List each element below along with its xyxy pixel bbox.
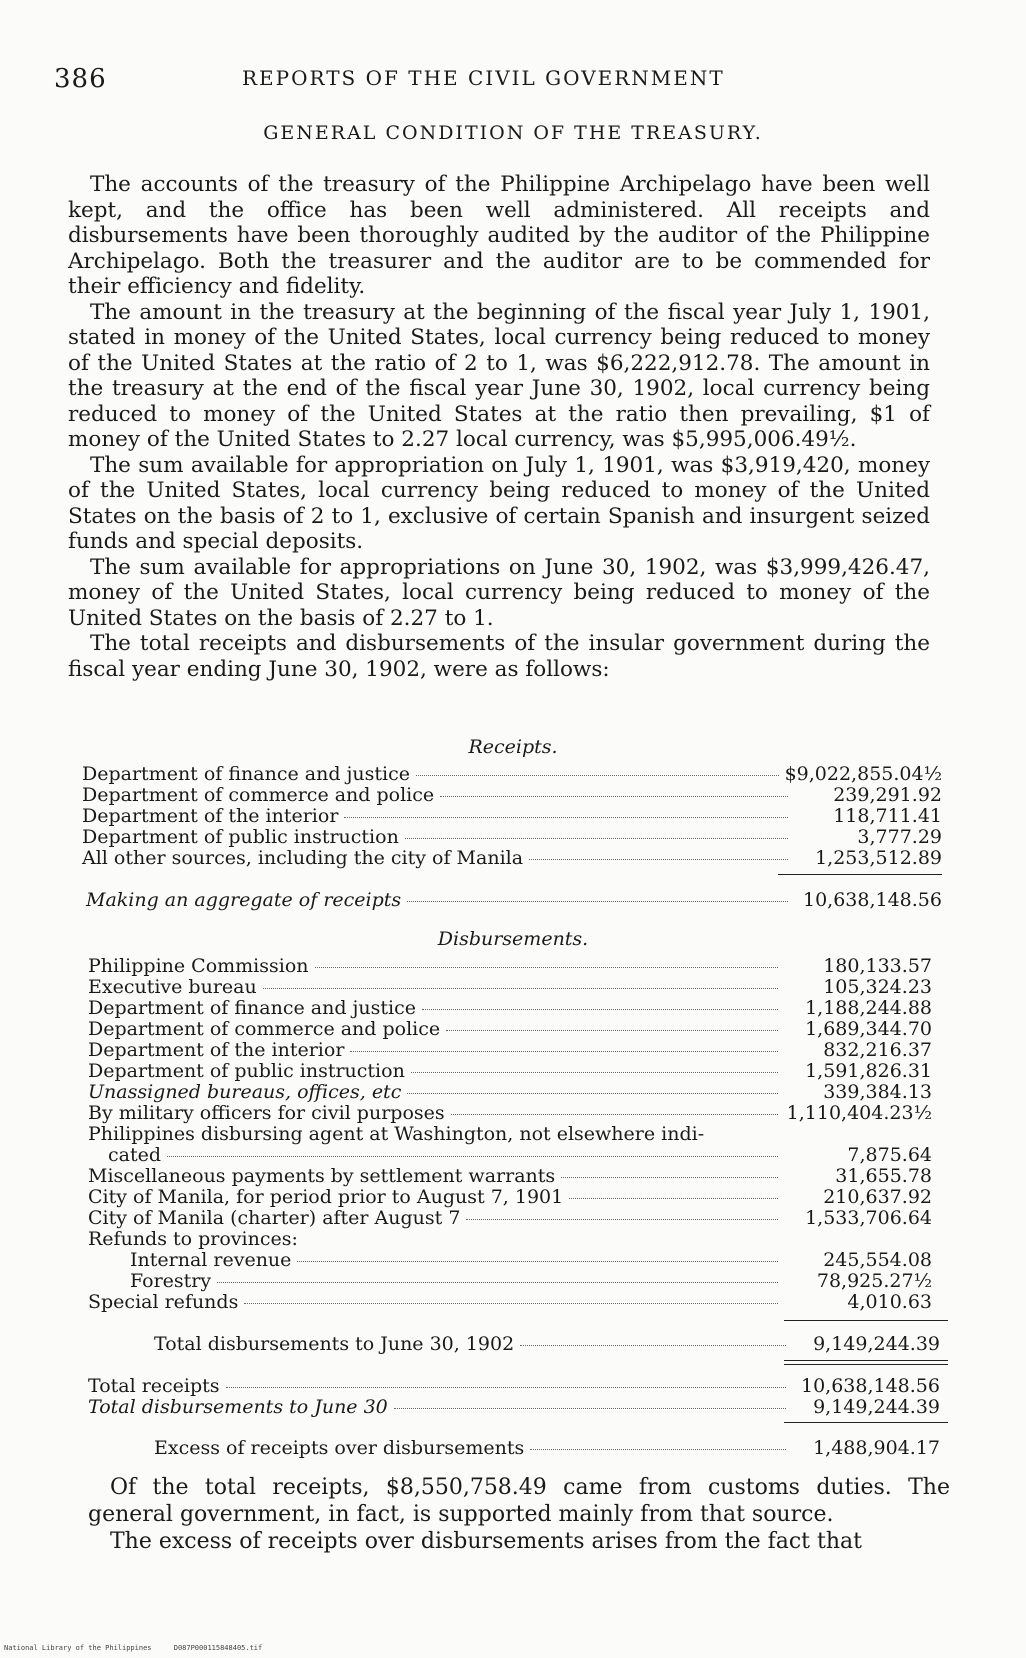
disbursement-label: Department of finance and justice xyxy=(88,997,417,1019)
receipts-aggregate-row xyxy=(86,890,942,910)
receipt-value: 118,711.41 xyxy=(833,805,942,827)
scan-file-name: D087P000115848405.tif xyxy=(173,1644,263,1652)
disbursement-row xyxy=(88,1082,932,1102)
disbursement-value: 1,110,404.23½ xyxy=(786,1102,932,1124)
summary-label: Total receipts xyxy=(88,1375,220,1397)
running-head: REPORTS OF THE CIVIL GOVERNMENT xyxy=(242,66,725,90)
closing-text xyxy=(88,1474,950,1555)
disbursements-total-row xyxy=(154,1334,940,1354)
disbursement-row xyxy=(88,1040,932,1060)
disbursement-label: Executive bureau xyxy=(88,976,257,998)
summary-row xyxy=(88,1376,940,1396)
page-number: 386 xyxy=(54,64,107,94)
paragraph: The amount in the treasury at the beginning of the fiscal year July 1, 1901, stated in money of the United States, local currency being reduced to money of the United States at the ratio of 2 to 1, was $6,222,912.78. The amount in the treasury at the end of the fiscal year June 30, 1902, local currency being reduced to money of the United States at the ratio then prevailing, $1 of money of the United States to 2.27 local currency, was $5,995,006.49½. xyxy=(68,299,930,452)
receipt-label: All other sources, including the city of Manila xyxy=(82,847,524,869)
receipt-value: $9,022,855.04½ xyxy=(784,763,942,785)
excess-row xyxy=(154,1438,940,1458)
sum-rule xyxy=(784,1320,948,1321)
disbursement-value: 339,384.13 xyxy=(823,1081,932,1103)
body-text xyxy=(68,172,930,682)
summary-value: 9,149,244.39 xyxy=(813,1396,940,1418)
disbursement-label: City of Manila (charter) after August 7 xyxy=(88,1207,461,1229)
summary-row xyxy=(88,1397,940,1417)
disbursement-label: cated xyxy=(108,1144,162,1166)
disbursement-label: By military officers for civil purposes xyxy=(88,1102,445,1124)
disbursement-label: Department of the interior xyxy=(88,1039,345,1061)
paragraph: Of the total receipts, $8,550,758.49 came from customs duties. The general government, in fact, is supported mainly from that source. xyxy=(88,1475,950,1527)
disbursement-row xyxy=(88,1166,932,1186)
disbursement-row xyxy=(88,1124,932,1144)
disbursement-label: Philippines disbursing agent at Washington, not elsewhere indi- xyxy=(88,1123,705,1145)
disbursement-value: 1,533,706.64 xyxy=(805,1207,932,1229)
receipts-heading: Receipts. xyxy=(468,736,558,758)
paragraph: The excess of receipts over disbursements arises from the fact that xyxy=(110,1529,862,1554)
disbursement-label: Special refunds xyxy=(88,1291,239,1313)
disbursement-value: 245,554.08 xyxy=(823,1249,932,1271)
disbursements-heading: Disbursements. xyxy=(437,928,589,950)
disbursement-row xyxy=(88,1292,932,1312)
disbursement-value: 180,133.57 xyxy=(823,955,932,977)
disbursement-value: 832,216.37 xyxy=(823,1039,932,1061)
receipt-row xyxy=(82,848,942,868)
receipt-row xyxy=(82,806,942,826)
receipt-row xyxy=(82,785,942,805)
disbursement-value: 105,324.23 xyxy=(823,976,932,998)
excess-label: Excess of receipts over disbursements xyxy=(154,1437,525,1459)
receipt-label: Department of public instruction xyxy=(82,826,399,848)
disbursement-value: 1,188,244.88 xyxy=(805,997,932,1019)
disbursement-value: 4,010.63 xyxy=(847,1291,932,1313)
aggregate-value: 10,638,148.56 xyxy=(802,889,942,911)
disbursement-row xyxy=(88,1187,932,1207)
receipt-label: Department of the interior xyxy=(82,805,339,827)
disbursement-label: Department of commerce and police xyxy=(88,1018,441,1040)
disbursement-row xyxy=(88,977,932,997)
disbursement-value: 1,591,826.31 xyxy=(805,1060,932,1082)
disbursement-label: Refunds to provinces: xyxy=(88,1228,298,1250)
disbursement-label: Internal revenue xyxy=(130,1249,292,1271)
disbursement-row xyxy=(130,1250,932,1270)
disbursement-row xyxy=(88,1229,932,1249)
receipt-value: 3,777.29 xyxy=(857,826,942,848)
summary-label: Total disbursements to June 30 xyxy=(88,1396,388,1418)
disbursement-label: Department of public instruction xyxy=(88,1060,405,1082)
receipt-row xyxy=(82,827,942,847)
disbursement-value: 78,925.27½ xyxy=(816,1270,932,1292)
disbursement-row xyxy=(88,1061,932,1081)
disbursement-label: Forestry xyxy=(130,1270,212,1292)
disbursement-label: Unassigned bureaus, offices, etc xyxy=(88,1081,402,1103)
receipt-row xyxy=(82,764,942,784)
library-name: National Library of the Philippines xyxy=(4,1644,152,1652)
disbursement-row xyxy=(88,998,932,1018)
disbursement-label: Philippine Commission xyxy=(88,955,309,977)
paragraph: The total receipts and disbursements of the insular government during the fiscal year ending June 30, 1902, were as follows: xyxy=(68,631,930,682)
receipt-label: Department of finance and justice xyxy=(82,763,411,785)
disbursement-value: 31,655.78 xyxy=(835,1165,932,1187)
summary-value: 10,638,148.56 xyxy=(800,1375,940,1397)
disbursement-label: Miscellaneous payments by settlement warrants xyxy=(88,1165,556,1187)
disbursement-row xyxy=(88,1103,932,1123)
disbursement-row xyxy=(130,1271,932,1291)
sum-rule xyxy=(778,874,942,875)
paragraph: The sum available for appropriations on June 30, 1902, was $3,999,426.47, money of the United States, local currency being reduced to money of the United States on the basis of 2.27 to 1. xyxy=(68,554,930,631)
paragraph: The accounts of the treasury of the Philippine Archipelago have been well kept, and the office has been well administered. All receipts and disbursements have been thoroughly audited by the auditor of the Philippine Archipelago. Both the treasurer and the auditor are to be commended for their efficiency and fidelity. xyxy=(68,172,930,299)
disbursement-row xyxy=(88,956,932,976)
aggregate-label: Making an aggregate of receipts xyxy=(86,889,402,911)
disbursement-row xyxy=(88,1019,932,1039)
disbursement-value: 7,875.64 xyxy=(847,1144,932,1166)
receipt-label: Department of commerce and police xyxy=(82,784,435,806)
scan-footer xyxy=(4,1644,280,1652)
receipt-value: 239,291.92 xyxy=(833,784,942,806)
disbursement-row xyxy=(88,1208,932,1228)
page-header xyxy=(54,58,954,98)
disbursement-row xyxy=(108,1145,932,1165)
receipt-value: 1,253,512.89 xyxy=(815,847,942,869)
paragraph: The sum available for appropriation on July 1, 1901, was $3,919,420, money of the United States, local currency being reduced to money of the United States on the basis of 2 to 1, exclusive of certain Spanish and insurgent seized funds and special deposits. xyxy=(68,452,930,554)
disbursement-label: City of Manila, for period prior to August 7, 1901 xyxy=(88,1186,564,1208)
total-label: Total disbursements to June 30, 1902 xyxy=(154,1333,515,1355)
total-value: 9,149,244.39 xyxy=(813,1333,940,1355)
disbursement-value: 1,689,344.70 xyxy=(805,1018,932,1040)
double-rule xyxy=(784,1360,948,1365)
section-title: GENERAL CONDITION OF THE TREASURY. xyxy=(263,122,763,144)
excess-value: 1,488,904.17 xyxy=(813,1437,940,1459)
sum-rule xyxy=(784,1422,948,1423)
disbursement-value: 210,637.92 xyxy=(823,1186,932,1208)
